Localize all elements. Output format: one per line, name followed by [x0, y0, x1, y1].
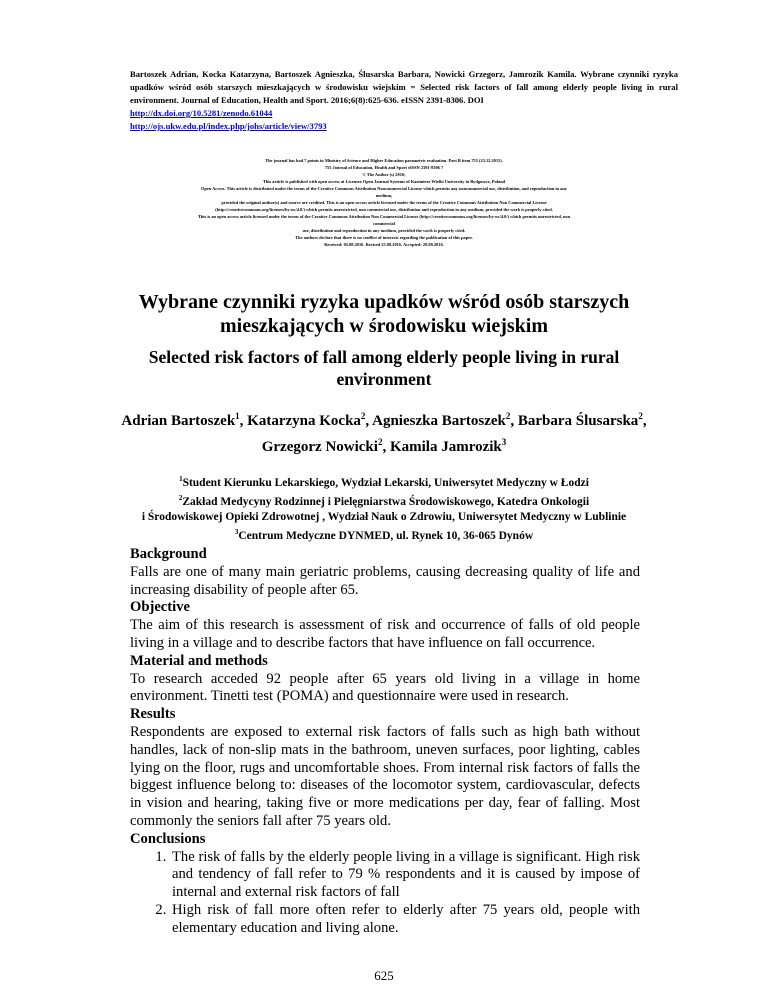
journal-note-line: Open Access. This article is distributed under the terms of the Creative Commons Attribution Noncommercial License which permits any noncommercial use, distribution, and reproduction in any [200, 186, 568, 191]
title-english: Selected risk factors of fall among elderly people living in rural environment [148, 347, 620, 389]
affiliation-mark: 3 [234, 527, 239, 536]
conclusion-item: 1. The risk of falls by the elderly people living in a village is significant. High risk and tendency of fall refer to 79 % respondents and it is caused by impose of internal and external risk factors of fall [170, 849, 640, 902]
affiliation-1 [100, 472, 668, 491]
author-list: Adrian Bartoszek$^1$, Katarzyna Kocka$^2$, Agnieszka Bartoszek$^2$, Barbara Ślusarska$^2$, Grzegorz Nowicki$^2$, Kamila Jamrozik$^3$ [121, 411, 647, 455]
affiliation-text: Centrum Medyczne DYNMED, ul. Rynek 10, 36-065 Dynów [238, 529, 534, 542]
affiliation-mark: 2 [178, 493, 183, 502]
journal-note [100, 157, 668, 248]
author-affil-mark: 2 [360, 411, 366, 421]
section-heading-results: Results [130, 706, 176, 723]
citation-block [130, 68, 678, 133]
doi-link[interactable]: http://dx.doi.org/10.5281/zenodo.61044 [130, 108, 273, 118]
journal-note-line: (http://creativecommons.org/licenses/by-nc/4.0/) which permits unrestricted, non commercial use, distribution and reproduction in any medium, provided the work is properly cited. [215, 207, 553, 212]
author-name: Barbara Ślusarska [517, 413, 639, 429]
journal-note-line: medium, [375, 193, 393, 198]
journal-note-line: provided the original author(s) and source are credited. This is an open access article licensed under the terms of the Creative Commons Attribution Non Commercial License [221, 200, 547, 205]
author-name: Grzegorz Nowicki [261, 439, 378, 455]
affiliation-3 [100, 525, 668, 544]
abstract [130, 546, 640, 938]
journal-note-line: This article is published with open access at Licensee Open Journal Systems of Kazimierz Wielki University in Bydgoszcz, Poland [262, 179, 506, 184]
journal-note-line: This is an open access article licensed under the terms of the Creative Commons Attribution Non Commercial License (http://creativecommons.org/licenses/by-nc/4.0/) which permits unrestricted, non [197, 214, 571, 219]
journal-note-line: commercial [373, 221, 395, 226]
journal-note-line: Received: 05.08.2016. Revised 25.08.2016. Accepted: 28.08.2016. [324, 242, 444, 247]
conclusions-list [130, 849, 640, 938]
author-name: Agnieszka Bartoszek [372, 413, 506, 429]
author-affil-mark: 3 [501, 437, 507, 447]
section-heading-conclusions: Conclusions [130, 830, 206, 847]
page-number: 625 [374, 968, 394, 983]
author-name: Katarzyna Kocka [247, 413, 361, 429]
author-affil-mark: 2 [638, 411, 643, 421]
author-name: Kamila Jamrozik [389, 439, 502, 455]
affiliation-mark: 1 [179, 475, 183, 483]
affiliation-text: Student Kierunku Lekarskiego, Wydział Lekarski, Uniwersytet Medyczny w Łodzi [182, 476, 589, 489]
author-affil-mark: 2 [377, 437, 383, 447]
affiliations [100, 472, 668, 543]
conclusion-item: 2. High risk of fall more often refer to elderly after 75 years old, people with elementary education and living alone. [170, 902, 640, 938]
journal-note-line: © The Author (s) 2016; [362, 172, 406, 177]
author-affil-mark: 2 [505, 411, 511, 421]
section-heading-methods: Material and methods [130, 652, 268, 669]
author-affil-mark: 1 [235, 411, 240, 421]
objective-text: The aim of this research is assessment of risk and occurrence of falls of old people living in a village and to describe factors that have influence on fall occurrence. [130, 617, 640, 651]
citation-text: Bartoszek Adrian, Kocka Katarzyna, Bartoszek Agnieszka, Ślusarska Barbara, Nowicki Grzegorz, Jamrozik Kamila. Wybrane czynniki ryzyka upadków wśród osób starszych mieszkających w środowisku wiejskim = Selected risk factors of fall among elderly people living in rural environment. Journal of Education, Health and Sport. 2016;6(8):625-636. eISSN 2391-8306. DOI [130, 69, 678, 105]
affiliation-text: Zakład Medycyny Rodzinnej i Pielęgniarstwa Środowiskowego, Katedra Onkologii [182, 495, 590, 508]
methods-text: To research acceded 92 people after 65 years old living in a village in home environment. Tinetti test (POMA) and questionnaire were used in research. [130, 670, 640, 705]
section-heading-objective: Objective [130, 599, 190, 616]
title-polish: Wybrane czynniki ryzyka upadków wśród osób starszych mieszkających w środowisku wiejskim [138, 291, 630, 337]
background-text: Falls are one of many main geriatric problems, causing decreasing quality of life and increasing disability of people after 65. [130, 563, 640, 598]
article-link[interactable]: http://ojs.ukw.edu.pl/index.php/johs/article/view/3793 [130, 121, 327, 131]
journal-note-line: The journal has had 7 points in Ministry of Science and Higher Education parametric evaluation. Part B item 755 (23.12.2015). [265, 158, 503, 163]
journal-note-line: use, distribution and reproduction in any medium, provided the work is properly cited. [302, 228, 466, 233]
journal-note-line: 755 Journal of Education, Health and Sport eISSN 2391-8306 7 [324, 165, 444, 170]
results-text: Respondents are exposed to external risk factors of falls such as high bath without handles, lack of non-slip mats in the bathroom, uneven surfaces, poor lighting, cables lying on the floor, rugs and uncomfortable shoes. From internal risk factors of falls the biggest influence belong to: diseases of the locomotor system, cardiovascular, defects in vision and hearing, taking five or more medications per day, fear of falling. Most commonly the seniors fall after 75 years old. [130, 723, 640, 829]
author-name: Adrian Bartoszek [121, 413, 236, 429]
journal-note-line: The authors declare that there is no conflict of interests regarding the publication of this paper. [295, 235, 473, 240]
affiliation-2 [100, 491, 668, 510]
section-heading-background: Background [130, 546, 207, 562]
affiliation-2-cont: i Środowiskowej Opieki Zdrowotnej , Wydział Nauk o Zdrowiu, Uniwersytet Medyczny w Lublinie [141, 510, 627, 523]
